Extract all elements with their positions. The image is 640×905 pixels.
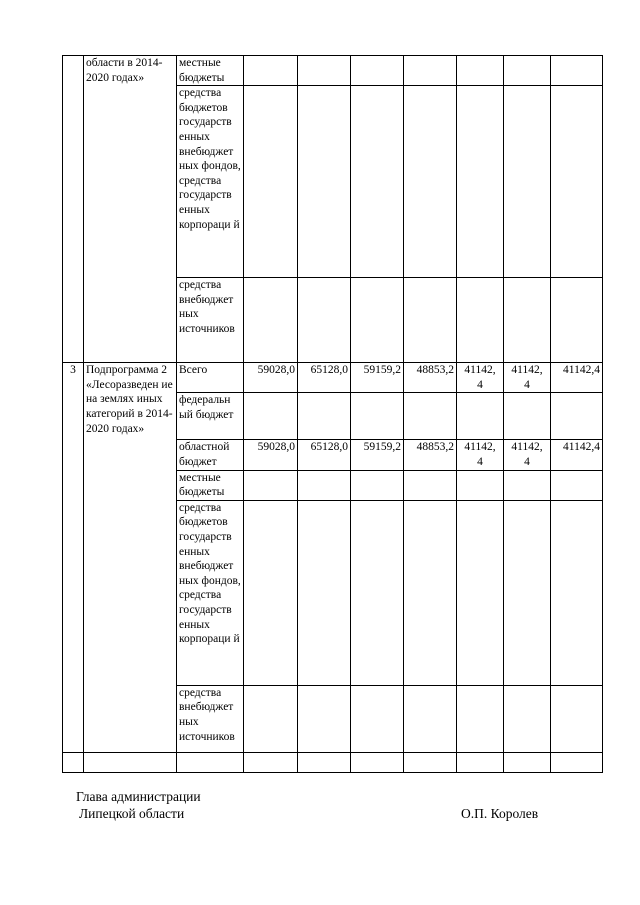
value-cell — [404, 86, 457, 278]
value-cell — [244, 393, 298, 440]
empty-cell — [84, 752, 177, 772]
value-cell — [351, 500, 404, 685]
value-cell — [457, 685, 504, 752]
empty-cell — [244, 752, 298, 772]
value-cell — [504, 470, 551, 500]
value-cell — [244, 685, 298, 752]
value-cell — [504, 278, 551, 363]
program-name-cell: Подпрограмма 2 «Лесоразведен ие на землях иных категорий в 2014-2020 годах» — [84, 363, 177, 753]
value-cell: 48853,2 — [404, 440, 457, 470]
funding-source-cell: средства внебюджет ных источников — [177, 278, 244, 363]
value-cell — [551, 86, 603, 278]
funding-source-cell: местные бюджеты — [177, 56, 244, 86]
signature-title-line1: Глава администрации — [76, 789, 201, 804]
value-cell — [504, 500, 551, 685]
value-cell — [504, 393, 551, 440]
value-cell — [404, 56, 457, 86]
table-row — [63, 363, 603, 393]
value-cell: 41142, 4 — [457, 440, 504, 470]
value-cell — [244, 86, 298, 278]
value-cell — [244, 500, 298, 685]
value-cell — [457, 470, 504, 500]
value-cell: 41142, 4 — [504, 363, 551, 393]
value-cell — [551, 56, 603, 86]
value-cell: 59159,2 — [351, 363, 404, 393]
value-cell — [298, 86, 351, 278]
funding-source-cell: средства бюджетов государств енных внебюджет ных фондов, средства государств енных корпораци й — [177, 86, 244, 278]
value-cell — [404, 393, 457, 440]
funding-source-cell: федеральн ый бюджет — [177, 393, 244, 440]
empty-cell — [551, 752, 603, 772]
empty-cell — [457, 752, 504, 772]
value-cell — [244, 278, 298, 363]
value-cell — [551, 500, 603, 685]
value-cell: 48853,2 — [404, 363, 457, 393]
value-cell — [551, 393, 603, 440]
value-cell: 59159,2 — [351, 440, 404, 470]
value-cell — [504, 86, 551, 278]
value-cell — [351, 278, 404, 363]
value-cell — [404, 500, 457, 685]
value-cell: 65128,0 — [298, 440, 351, 470]
program-name-cell: области в 2014-2020 годах» — [84, 56, 177, 363]
budget-table — [62, 55, 603, 773]
empty-cell — [504, 752, 551, 772]
value-cell — [351, 685, 404, 752]
value-cell — [351, 470, 404, 500]
table-row — [63, 752, 603, 772]
value-cell — [404, 685, 457, 752]
value-cell: 41142, 4 — [504, 440, 551, 470]
value-cell — [404, 278, 457, 363]
empty-cell — [298, 752, 351, 772]
value-cell — [298, 685, 351, 752]
empty-cell — [63, 752, 84, 772]
table-row — [63, 56, 603, 86]
value-cell — [551, 685, 603, 752]
value-cell: 41142, 4 — [457, 363, 504, 393]
empty-cell — [404, 752, 457, 772]
signature-title-line2: Липецкой области — [79, 806, 185, 821]
row-number-cell: 3 — [63, 363, 84, 753]
funding-source-cell: областной бюджет — [177, 440, 244, 470]
row-number-cell — [63, 56, 84, 363]
value-cell — [504, 56, 551, 86]
value-cell — [244, 470, 298, 500]
value-cell — [551, 278, 603, 363]
value-cell: 59028,0 — [244, 440, 298, 470]
value-cell — [551, 470, 603, 500]
value-cell: 65128,0 — [298, 363, 351, 393]
funding-source-cell: местные бюджеты — [177, 470, 244, 500]
value-cell — [457, 56, 504, 86]
value-cell — [298, 278, 351, 363]
value-cell — [351, 56, 404, 86]
value-cell — [457, 278, 504, 363]
value-cell — [504, 685, 551, 752]
value-cell — [457, 86, 504, 278]
value-cell — [457, 500, 504, 685]
funding-source-cell: средства внебюджет ных источников — [177, 685, 244, 752]
value-cell — [457, 393, 504, 440]
value-cell — [298, 393, 351, 440]
value-cell: 59028,0 — [244, 363, 298, 393]
value-cell: 41142,4 — [551, 440, 603, 470]
value-cell — [298, 500, 351, 685]
value-cell — [351, 86, 404, 278]
empty-cell — [351, 752, 404, 772]
value-cell — [244, 56, 298, 86]
value-cell — [298, 470, 351, 500]
value-cell — [351, 393, 404, 440]
value-cell: 41142,4 — [551, 363, 603, 393]
value-cell — [298, 56, 351, 86]
funding-source-cell: средства бюджетов государств енных внебюджет ных фондов, средства государств енных корпораци й — [177, 500, 244, 685]
empty-cell — [177, 752, 244, 772]
signer-name: О.П. Королев — [461, 806, 539, 821]
value-cell — [404, 470, 457, 500]
funding-source-cell: Всего — [177, 363, 244, 393]
